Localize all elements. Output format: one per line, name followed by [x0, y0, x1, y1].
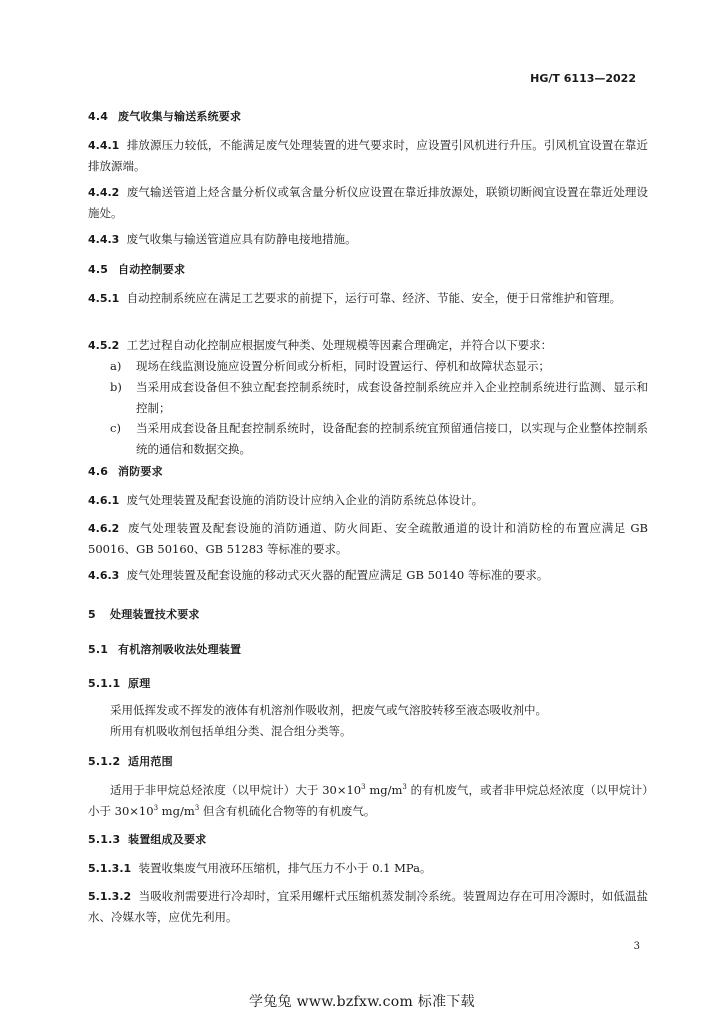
paragraph: 采用低挥发或不挥发的液体有机溶剂作吸收剂，把废气或气溶胶转移至液态吸收剂中。: [110, 703, 547, 717]
list-item-text: 现场在线监测设施应设置分析间或分析柜，同时设置运行、停机和故障状态显示；: [136, 359, 550, 373]
clause-5-1-3-2: [88, 886, 648, 928]
heading-5-1-2: [88, 752, 648, 771]
heading-title: 自动控制要求: [118, 263, 186, 276]
list-item: [110, 377, 648, 419]
heading-number: 5.1.1: [88, 677, 121, 690]
clause-text: 废气处理装置及配套设施的消防通道、防火间距、安全疏散通道的设计和消防栓的布置应满足 GB 50016、GB 50160、GB 51283 等标准的要求。: [88, 521, 648, 556]
text-segment: 但含有机硫化合物等的有机废气。: [199, 804, 376, 818]
clause-4-5-1: [88, 288, 648, 309]
heading-title: 处理装置技术要求: [110, 608, 200, 621]
paragraph: 所用有机吸收剂包括单组分类、混合组分类等。: [110, 724, 352, 738]
clause-number: 4.5.2: [88, 339, 120, 352]
text-segment: mg/m: [365, 783, 403, 797]
list-item-label: b): [110, 380, 122, 394]
clause-number: 4.4.2: [88, 186, 120, 199]
clause-number: 4.6.3: [88, 569, 120, 582]
text-segment: 适用于非甲烷总烃浓度（以甲烷计）大于 30×10: [110, 783, 362, 797]
superscript: 3: [194, 804, 200, 812]
heading-title: 装置组成及要求: [128, 833, 207, 846]
clause-4-5-2: [88, 335, 648, 356]
clause-number: 5.1.3.1: [88, 862, 132, 875]
clause-number: 4.6.1: [88, 494, 120, 507]
heading-5-1-3: [88, 830, 648, 849]
heading-number: 5: [88, 608, 96, 621]
heading-title: 有机溶剂吸收法处理装置: [118, 643, 242, 656]
heading-title: 废气收集与输送系统要求: [118, 110, 242, 123]
text-segment: 的有机废气，或者非甲烷总烃浓度（以甲烷计）小于 30×10: [88, 783, 649, 818]
clause-4-4-3: [88, 229, 648, 250]
heading-title: 适用范围: [128, 755, 173, 768]
clause-number: 5.1.3.2: [88, 890, 132, 903]
heading-number: 4.4: [88, 110, 109, 123]
heading-number: 4.5: [88, 263, 109, 276]
heading-4-4: [88, 107, 648, 126]
heading-5: [88, 605, 648, 624]
clause-text: 工艺过程自动化控制应根据废气种类、处理规模等因素合理确定，并符合以下要求：: [126, 338, 553, 352]
heading-number: 5.1.2: [88, 755, 121, 768]
clause-text: 自动控制系统应在满足工艺要求的前提下，运行可靠、经济、节能、安全，便于日常维护和管理。: [126, 291, 622, 305]
applicability-paragraph: [88, 780, 648, 822]
heading-number: 5.1: [88, 643, 109, 656]
heading-4-5: [88, 260, 648, 279]
clause-4-4-2: [88, 182, 648, 224]
standard-number: HG/T 6113—2022: [530, 72, 636, 85]
heading-5-1-1: [88, 674, 648, 693]
clause-number: 4.4.3: [88, 233, 120, 246]
clause-4-6-2: [88, 518, 648, 560]
clause-text: 装置收集废气用液环压缩机，排气压力不小于 0.1 MPa。: [138, 861, 432, 875]
superscript: 3: [153, 804, 159, 812]
heading-title: 原理: [128, 677, 151, 690]
clause-text: 废气处理装置及配套设施的移动式灭火器的配置应满足 GB 50140 等标准的要求。: [126, 568, 549, 582]
clause-text: 当吸收剂需要进行冷却时，宜采用螺杆式压缩机蒸发制冷系统。装置周边存在可用冷源时，如低温盐水、冷媒水等，应优先利用。: [88, 889, 648, 924]
clause-text: 排放源压力较低，不能满足废气处理装置的进气要求时，应设置引风机进行升压。引风机宜设置在靠近排放源端。: [88, 138, 648, 173]
clause-text: 废气输送管道上烃含量分析仪或氧含量分析仪应设置在靠近排放源处，联锁切断阀宜设置在靠近处理设施处。: [88, 185, 648, 220]
list-item-text: 当采用成套设备且配套控制系统时，设备配套的控制系统宜预留通信接口，以实现与企业整体控制系统的通信和数据交换。: [136, 421, 648, 456]
heading-title: 消防要求: [118, 465, 163, 478]
page-number: 3: [633, 941, 640, 952]
clause-number: 4.5.1: [88, 292, 120, 305]
heading-number: 4.6: [88, 465, 109, 478]
heading-5-1: [88, 640, 648, 659]
heading-4-6: [88, 462, 648, 481]
clause-4-4-1: [88, 135, 648, 177]
superscript: 3: [361, 783, 366, 791]
clause-text: 废气处理装置及配套设施的消防设计应纳入企业的消防系统总体设计。: [126, 493, 484, 507]
clause-5-1-3-1: [88, 858, 648, 879]
clause-4-6-3: [88, 565, 648, 586]
list-item-label: a): [110, 359, 122, 373]
clause-text: 废气收集与输送管道应具有防静电接地措施。: [126, 232, 357, 246]
list-item: [110, 356, 648, 377]
list-item: [110, 418, 648, 460]
list-item-label: c): [110, 421, 121, 435]
clause-4-6-1: [88, 490, 648, 511]
footer-watermark: 学兔兔 www.bzfxw.com 标准下载: [249, 994, 475, 1010]
clause-number: 4.4.1: [88, 139, 120, 152]
text-segment: mg/m: [158, 804, 195, 818]
superscript: 3: [402, 783, 407, 791]
clause-number: 4.6.2: [88, 522, 120, 535]
heading-number: 5.1.3: [88, 833, 121, 846]
list-item-text: 当采用成套设备但不独立配套控制系统时，成套设备控制系统应并入企业控制系统进行监测、显示和控制；: [136, 380, 648, 415]
